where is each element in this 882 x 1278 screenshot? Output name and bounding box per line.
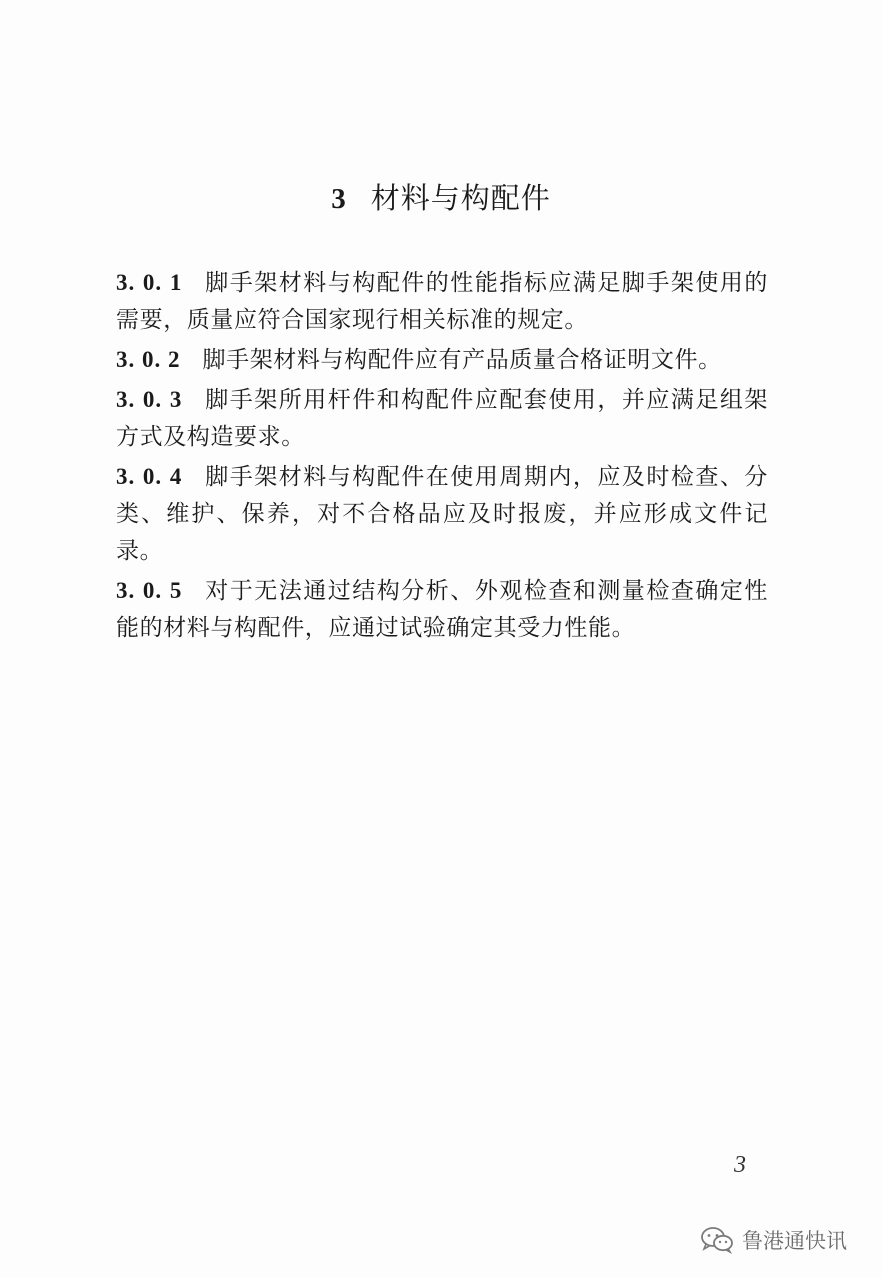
chapter-title-text: 材料与构配件 xyxy=(370,181,551,215)
watermark-text: 鲁港通快讯 xyxy=(742,1229,847,1253)
clause-3-0-3 xyxy=(116,381,768,456)
chapter-title xyxy=(0,176,882,217)
watermark xyxy=(700,1222,847,1258)
clause-number: 3. 0. 2 xyxy=(116,347,181,372)
clause-number: 3. 0. 3 xyxy=(116,387,183,412)
chapter-number: 3 xyxy=(331,183,347,215)
clause-3-0-1 xyxy=(116,264,768,339)
clause-3-0-5 xyxy=(116,572,768,647)
wechat-icon xyxy=(700,1226,734,1254)
clause-3-0-4 xyxy=(116,458,768,570)
clause-3-0-2 xyxy=(116,341,768,379)
page-number: 3 xyxy=(734,1152,746,1178)
clause-text: 脚手架材料与构配件应有产品质量合格证明文件。 xyxy=(202,347,722,373)
clause-list xyxy=(116,264,768,649)
clause-number: 3. 0. 5 xyxy=(116,578,183,603)
clause-number: 3. 0. 4 xyxy=(116,464,183,489)
clause-text: 脚手架所用杆件和构配件应配套使用，并应满足组架方式及构造要求。 xyxy=(116,387,769,450)
clause-number: 3. 0. 1 xyxy=(116,270,183,295)
clause-text: 脚手架材料与构配件在使用周期内，应及时检查、分类、维护、保养，对不合格品应及时报废，并应形成文件记录。 xyxy=(116,464,769,564)
clause-text: 对于无法通过结构分析、外观检查和测量检查确定性能的材料与构配件，应通过试验确定其受力性能。 xyxy=(116,578,769,641)
clause-text: 脚手架材料与构配件的性能指标应满足脚手架使用的需要，质量应符合国家现行相关标准的规定。 xyxy=(116,270,769,333)
